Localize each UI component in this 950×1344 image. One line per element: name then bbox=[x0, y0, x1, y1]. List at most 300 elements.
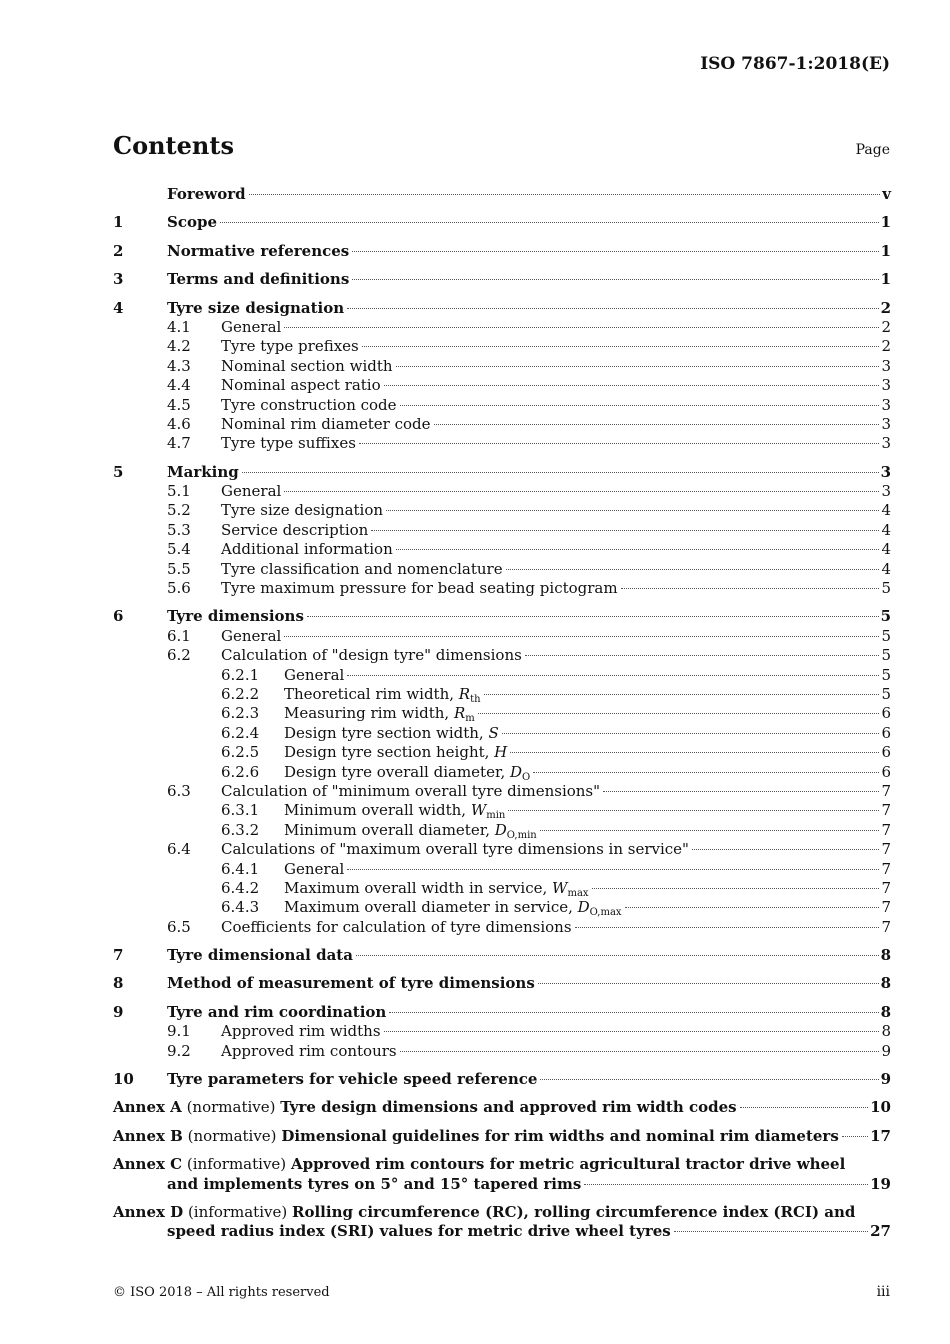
toc-entry-page: 6 bbox=[881, 762, 891, 781]
toc-entry-page: 5 bbox=[881, 646, 891, 665]
dot-leader bbox=[533, 772, 879, 773]
toc-entry-page: 6 bbox=[881, 743, 891, 762]
toc-entry-title-text: Service description bbox=[221, 520, 369, 539]
toc-entry-title bbox=[284, 666, 344, 685]
toc-entry[interactable] bbox=[113, 666, 891, 685]
dot-leader bbox=[356, 955, 879, 956]
toc-entry[interactable] bbox=[113, 801, 891, 820]
toc-entry-symbol: W bbox=[552, 878, 568, 897]
toc-entry[interactable] bbox=[113, 396, 891, 415]
toc-entry-title bbox=[284, 801, 505, 820]
toc-entry-title-text: Calculations of "maximum overall tyre dimensions in service" bbox=[221, 840, 689, 859]
toc-entry[interactable] bbox=[113, 357, 891, 376]
toc-entry-title-text: Marking bbox=[167, 462, 239, 481]
toc-entry-title bbox=[221, 560, 503, 579]
toc-entry[interactable] bbox=[113, 946, 891, 965]
dot-leader bbox=[242, 472, 879, 473]
toc-entry[interactable] bbox=[113, 521, 891, 540]
toc-entry-title bbox=[284, 860, 344, 879]
toc-entry-page: 7 bbox=[881, 801, 891, 820]
toc-entry[interactable] bbox=[113, 270, 891, 289]
toc-entry[interactable] bbox=[113, 879, 891, 898]
toc-entry-page: 3 bbox=[881, 376, 891, 395]
toc-entry-page: 9 bbox=[881, 1041, 891, 1060]
toc-entry-title-text: Tyre classification and nomenclature bbox=[221, 559, 503, 578]
toc-entry-number: 8 bbox=[113, 974, 124, 993]
toc-entry-title-text: Maximum overall width in service, bbox=[284, 878, 553, 897]
toc-entry-title bbox=[221, 396, 397, 415]
toc-entry-title-text: Additional information bbox=[221, 540, 393, 559]
toc-entry-title bbox=[221, 627, 281, 646]
toc-entry-number: 6.3 bbox=[167, 781, 191, 800]
toc-entry[interactable] bbox=[113, 501, 891, 520]
toc-entry[interactable] bbox=[113, 1003, 891, 1022]
toc-entry-title-text: Tyre and rim coordination bbox=[167, 1002, 387, 1021]
dot-leader bbox=[484, 694, 880, 695]
toc-entry[interactable] bbox=[113, 560, 891, 579]
toc-entry-number: 2 bbox=[113, 241, 124, 260]
toc-entry-page: 4 bbox=[881, 501, 891, 520]
toc-annex-entry[interactable] bbox=[113, 1155, 891, 1194]
annex-title: Dimensional guidelines for rim widths and nominal rim diameters bbox=[281, 1126, 839, 1145]
toc-entry-number: 6.4 bbox=[167, 840, 191, 859]
toc-entry-number: 5.1 bbox=[167, 482, 191, 501]
toc-entry[interactable] bbox=[113, 1042, 891, 1061]
toc-entry-number: 6.1 bbox=[167, 626, 191, 645]
toc-entry-page: 9 bbox=[880, 1070, 891, 1089]
dot-leader bbox=[584, 1184, 868, 1185]
toc-entry-number: 6.2.1 bbox=[221, 665, 260, 684]
toc-entry-title bbox=[284, 685, 481, 704]
toc-entry-title bbox=[284, 704, 475, 723]
toc-entry-title-text: Approved rim contours bbox=[221, 1041, 397, 1060]
toc-entry-symbol: D bbox=[577, 898, 590, 917]
table-of-contents bbox=[113, 185, 891, 1242]
toc-entry[interactable] bbox=[113, 213, 891, 232]
annex-title: Approved rim contours for metric agricultural tractor drive wheel bbox=[290, 1155, 846, 1174]
dot-leader bbox=[384, 385, 880, 386]
toc-entry-page: 7 bbox=[881, 820, 891, 839]
toc-entry-number: 4.6 bbox=[167, 414, 191, 433]
dot-leader bbox=[347, 675, 879, 676]
toc-entry-title-text: Tyre parameters for vehicle speed reference bbox=[167, 1070, 538, 1089]
toc-entry[interactable] bbox=[113, 763, 891, 782]
toc-entry[interactable] bbox=[113, 434, 891, 453]
toc-entry-symbol-subscript: m bbox=[465, 713, 475, 725]
dot-leader bbox=[525, 655, 880, 656]
toc-entry-title bbox=[167, 185, 246, 204]
toc-entry-title bbox=[167, 1003, 386, 1022]
toc-entry[interactable] bbox=[113, 860, 891, 879]
toc-entry-number: 6.2.6 bbox=[221, 762, 260, 781]
toc-entry-title-text: Normative references bbox=[167, 241, 350, 260]
toc-entry[interactable] bbox=[113, 1022, 891, 1041]
toc-entry-number: 6.2.4 bbox=[221, 723, 260, 742]
toc-entry-number: 1 bbox=[113, 213, 124, 232]
annex-type: (informative) bbox=[187, 1202, 288, 1221]
toc-entry-symbol: S bbox=[488, 723, 499, 742]
toc-entry-page: 3 bbox=[880, 462, 891, 481]
toc-entry-title bbox=[221, 482, 281, 501]
toc-entry-title-text: Nominal aspect ratio bbox=[221, 376, 381, 395]
dot-leader bbox=[592, 888, 880, 889]
toc-entry-symbol: D bbox=[494, 820, 507, 839]
toc-entry-number: 5.4 bbox=[167, 540, 191, 559]
toc-entry-symbol: R bbox=[458, 684, 471, 703]
toc-entry-number: 6.3.1 bbox=[221, 801, 260, 820]
dot-leader bbox=[621, 588, 880, 589]
dot-leader bbox=[506, 569, 880, 570]
toc-entry-title bbox=[284, 724, 499, 743]
toc-entry-title-text: Tyre size designation bbox=[221, 501, 384, 520]
toc-entry-page: 5 bbox=[881, 626, 891, 645]
toc-entry-title bbox=[167, 946, 353, 965]
toc-entry-page: 2 bbox=[880, 298, 891, 317]
toc-entry-title-text: General bbox=[221, 317, 282, 336]
toc-entry-title bbox=[167, 463, 239, 482]
dot-leader bbox=[396, 549, 880, 550]
dot-leader bbox=[389, 1012, 878, 1013]
dot-leader bbox=[603, 791, 879, 792]
dot-leader bbox=[347, 869, 879, 870]
toc-entry-page: 7 bbox=[881, 781, 891, 800]
dot-leader bbox=[510, 752, 879, 753]
toc-entry-number: 5.2 bbox=[167, 501, 191, 520]
toc-entry-number: 5 bbox=[113, 462, 124, 481]
toc-entry-title-text: Tyre dimensional data bbox=[167, 946, 353, 965]
toc-entry-number: 6.5 bbox=[167, 917, 191, 936]
annex-title: Tyre design dimensions and approved rim width codes bbox=[280, 1098, 737, 1117]
annex-type: (normative) bbox=[186, 1098, 276, 1117]
toc-entry-page: 7 bbox=[881, 840, 891, 859]
toc-entry-title bbox=[284, 821, 537, 840]
toc-entry-number: 6.2 bbox=[167, 646, 191, 665]
toc-entry-title-text: Approved rim widths bbox=[221, 1022, 381, 1041]
toc-entry-symbol: D bbox=[510, 762, 523, 781]
toc-entry-title-text: Foreword bbox=[167, 185, 246, 203]
dot-leader bbox=[478, 713, 880, 714]
toc-entry-number: 6.2.5 bbox=[221, 743, 260, 762]
annex-page: 17 bbox=[870, 1126, 891, 1145]
toc-entry-page: v bbox=[882, 185, 891, 203]
toc-entry-number: 6.3.2 bbox=[221, 820, 260, 839]
toc-entry-number: 9.2 bbox=[167, 1041, 191, 1060]
toc-entry-number: 4.5 bbox=[167, 395, 191, 414]
toc-entry-title bbox=[284, 743, 507, 762]
toc-entry-title bbox=[221, 782, 600, 801]
toc-entry-number: 9.1 bbox=[167, 1022, 191, 1041]
toc-entry-number: 4.7 bbox=[167, 434, 191, 453]
toc-entry[interactable] bbox=[113, 1070, 891, 1089]
toc-entry-page: 5 bbox=[881, 579, 891, 598]
annex-type: (informative) bbox=[186, 1155, 287, 1174]
annex-line bbox=[113, 1127, 891, 1146]
toc-entry-title-text: Theoretical rim width, bbox=[284, 684, 459, 703]
toc-entry-title-text: Tyre construction code bbox=[221, 395, 397, 414]
dot-leader bbox=[220, 222, 879, 223]
toc-entry[interactable] bbox=[113, 704, 891, 723]
dot-leader bbox=[508, 810, 879, 811]
toc-entry[interactable] bbox=[113, 782, 891, 801]
toc-entry[interactable] bbox=[113, 540, 891, 559]
toc-entry-number: 4.2 bbox=[167, 337, 191, 356]
toc-entry-title bbox=[221, 501, 383, 520]
toc-entry-title bbox=[167, 974, 535, 993]
toc-entry-title bbox=[284, 763, 530, 782]
toc-entry[interactable] bbox=[113, 724, 891, 743]
toc-entry-title bbox=[221, 1022, 381, 1041]
toc-entry-title bbox=[221, 579, 618, 598]
toc-entry-title-text: Scope bbox=[167, 213, 218, 232]
toc-entry-title-text: Coefficients for calculation of tyre dimensions bbox=[221, 917, 572, 936]
toc-entry[interactable] bbox=[113, 579, 891, 598]
toc-entry-title bbox=[221, 357, 393, 376]
toc-entry-title-text: Method of measurement of tyre dimensions bbox=[167, 974, 535, 993]
toc-entry-title bbox=[221, 337, 359, 356]
dot-leader bbox=[400, 1051, 880, 1052]
toc-entry[interactable] bbox=[113, 482, 891, 501]
toc-entry-page: 3 bbox=[881, 414, 891, 433]
toc-entry-symbol-subscript: min bbox=[486, 810, 506, 822]
annex-label: Annex A bbox=[113, 1098, 182, 1117]
toc-entry-title bbox=[284, 879, 589, 898]
annex-title: speed radius index (SRI) values for metric drive wheel tyres bbox=[167, 1222, 671, 1241]
toc-entry-number: 6.2.3 bbox=[221, 704, 260, 723]
dot-leader bbox=[359, 443, 880, 444]
toc-entry-number: 6 bbox=[113, 607, 124, 626]
toc-entry-title bbox=[221, 646, 522, 665]
toc-entry-title-text: Design tyre overall diameter, bbox=[284, 762, 511, 781]
toc-entry-number: 5.3 bbox=[167, 520, 191, 539]
annex-line bbox=[113, 1203, 891, 1222]
toc-entry[interactable] bbox=[113, 607, 891, 626]
toc-entry-title bbox=[221, 434, 356, 453]
dot-leader bbox=[249, 194, 881, 195]
dot-leader bbox=[575, 927, 880, 928]
toc-entry-number: 5.5 bbox=[167, 559, 191, 578]
footer-copyright: © ISO 2018 – All rights reserved bbox=[113, 1285, 330, 1300]
toc-entry-title bbox=[221, 918, 572, 937]
toc-entry[interactable] bbox=[113, 685, 891, 704]
dot-leader bbox=[362, 346, 880, 347]
toc-entry-page: 3 bbox=[881, 356, 891, 375]
toc-entry-page: 7 bbox=[881, 898, 891, 917]
toc-entry-title bbox=[221, 318, 281, 337]
dot-leader bbox=[284, 327, 879, 328]
toc-annex-entry[interactable] bbox=[113, 1127, 891, 1146]
footer-page-number: iii bbox=[876, 1284, 890, 1300]
toc-entry-title-text: Minimum overall diameter, bbox=[284, 820, 495, 839]
toc-entry-title-text: Tyre type prefixes bbox=[221, 337, 359, 356]
toc-entry-title-text: Tyre maximum pressure for bead seating pictogram bbox=[221, 579, 618, 598]
toc-entry-number: 3 bbox=[113, 270, 124, 289]
toc-entry-title bbox=[284, 898, 622, 917]
toc-entry[interactable] bbox=[113, 463, 891, 482]
toc-entry-title bbox=[221, 376, 381, 395]
dot-leader bbox=[347, 308, 878, 309]
toc-entry-title bbox=[167, 242, 349, 261]
toc-entry-title bbox=[221, 540, 393, 559]
toc-entry-number: 9 bbox=[113, 1002, 124, 1021]
dot-leader bbox=[842, 1136, 868, 1137]
toc-entry-page: 7 bbox=[881, 859, 891, 878]
toc-entry-title bbox=[167, 1070, 537, 1089]
dot-leader bbox=[396, 366, 880, 367]
toc-entry[interactable] bbox=[113, 376, 891, 395]
toc-entry-page: 6 bbox=[881, 723, 891, 742]
toc-entry[interactable] bbox=[113, 974, 891, 993]
toc-entry[interactable] bbox=[113, 918, 891, 937]
toc-entry-title-text: Maximum overall diameter in service, bbox=[284, 898, 578, 917]
toc-entry-title-text: Calculation of "minimum overall tyre dimensions" bbox=[221, 781, 601, 800]
toc-entry-symbol-subscript: O,max bbox=[589, 907, 622, 919]
annex-line bbox=[167, 1175, 891, 1194]
toc-entry-page: 5 bbox=[881, 684, 891, 703]
annex-page: 27 bbox=[870, 1222, 891, 1241]
toc-entry-symbol: H bbox=[494, 743, 508, 762]
document-id: ISO 7867-1:2018(E) bbox=[700, 54, 890, 74]
toc-entry-title-text: Tyre type suffixes bbox=[221, 434, 356, 453]
toc-entry-symbol-subscript: O bbox=[522, 771, 531, 783]
toc-entry-title bbox=[167, 299, 344, 318]
annex-title: and implements tyres on 5° and 15° tapered rims bbox=[167, 1174, 582, 1193]
annex-line bbox=[167, 1222, 891, 1241]
dot-leader bbox=[692, 849, 879, 850]
toc-entry[interactable] bbox=[113, 646, 891, 665]
annex-line bbox=[113, 1155, 891, 1174]
toc-entry-page: 8 bbox=[880, 946, 891, 965]
toc-entry-title bbox=[221, 840, 689, 859]
annex-page: 19 bbox=[870, 1174, 891, 1193]
dot-leader bbox=[540, 1079, 878, 1080]
dot-leader bbox=[384, 1031, 880, 1032]
toc-entry-title bbox=[167, 270, 349, 289]
toc-entry[interactable] bbox=[113, 821, 891, 840]
toc-entry-number: 4.3 bbox=[167, 356, 191, 375]
toc-entry-number: 6.4.1 bbox=[221, 859, 260, 878]
toc-entry-page: 4 bbox=[881, 540, 891, 559]
toc-entry-title-text: Measuring rim width, bbox=[284, 704, 454, 723]
dot-leader bbox=[386, 510, 879, 511]
dot-leader bbox=[540, 830, 880, 831]
toc-entry-page: 7 bbox=[881, 917, 891, 936]
dot-leader bbox=[352, 279, 878, 280]
toc-entry[interactable] bbox=[113, 318, 891, 337]
toc-entry-number: 10 bbox=[113, 1070, 134, 1089]
toc-entry-title-text: Terms and definitions bbox=[167, 270, 350, 289]
toc-entry-page: 8 bbox=[880, 1002, 891, 1021]
dot-leader bbox=[307, 616, 879, 617]
toc-entry[interactable] bbox=[113, 299, 891, 318]
toc-entry-title-text: Minimum overall width, bbox=[284, 801, 471, 820]
toc-entry-page: 2 bbox=[881, 337, 891, 356]
dot-leader bbox=[538, 983, 879, 984]
toc-entry-page: 5 bbox=[881, 665, 891, 684]
toc-entry-page: 1 bbox=[880, 213, 891, 232]
toc-entry[interactable] bbox=[113, 627, 891, 646]
annex-type: (normative) bbox=[187, 1126, 277, 1145]
toc-entry-title-text: Nominal rim diameter code bbox=[221, 414, 431, 433]
toc-entry-symbol-subscript: O,min bbox=[506, 829, 537, 841]
annex-label: Annex D bbox=[113, 1202, 184, 1221]
toc-annex-entry[interactable] bbox=[113, 1203, 891, 1242]
toc-entry-page: 3 bbox=[881, 395, 891, 414]
toc-entry-title-text: Nominal section width bbox=[221, 356, 393, 375]
toc-entry[interactable] bbox=[113, 185, 891, 204]
toc-entry-page: 1 bbox=[880, 241, 891, 260]
dot-leader bbox=[284, 636, 879, 637]
toc-entry[interactable] bbox=[113, 337, 891, 356]
toc-entry-page: 8 bbox=[881, 1022, 891, 1041]
toc-entry-number: 7 bbox=[113, 946, 124, 965]
dot-leader bbox=[502, 733, 880, 734]
toc-entry-page: 5 bbox=[880, 607, 891, 626]
dot-leader bbox=[352, 251, 878, 252]
annex-label: Annex B bbox=[113, 1126, 183, 1145]
page-title: Contents bbox=[113, 131, 234, 160]
toc-entry-page: 4 bbox=[881, 559, 891, 578]
toc-entry-number: 5.6 bbox=[167, 579, 191, 598]
toc-entry-symbol: R bbox=[453, 704, 466, 723]
toc-entry[interactable] bbox=[113, 415, 891, 434]
dot-leader bbox=[400, 405, 880, 406]
dot-leader bbox=[371, 530, 879, 531]
toc-entry-title-text: Tyre size designation bbox=[167, 298, 345, 317]
toc-entry-number: 4.1 bbox=[167, 317, 191, 336]
toc-entry-page: 4 bbox=[881, 520, 891, 539]
toc-entry-symbol: W bbox=[470, 801, 487, 820]
toc-entry-number: 4 bbox=[113, 298, 124, 317]
toc-entry-title-text: Tyre dimensions bbox=[167, 607, 304, 626]
toc-entry-page: 6 bbox=[881, 704, 891, 723]
toc-annex-entry[interactable] bbox=[113, 1098, 891, 1117]
dot-leader bbox=[284, 491, 879, 492]
toc-entry-title-text: General bbox=[284, 665, 345, 684]
toc-entry[interactable] bbox=[113, 840, 891, 859]
toc-entry-page: 1 bbox=[880, 270, 891, 289]
toc-entry-symbol-subscript: max bbox=[567, 887, 589, 899]
toc-entry-number: 6.4.2 bbox=[221, 878, 260, 897]
toc-entry[interactable] bbox=[113, 743, 891, 762]
toc-entry-symbol-subscript: th bbox=[470, 693, 481, 705]
dot-leader bbox=[434, 424, 880, 425]
toc-entry-page: 3 bbox=[881, 434, 891, 453]
annex-label: Annex C bbox=[113, 1155, 183, 1174]
toc-entry-number: 6.2.2 bbox=[221, 684, 260, 703]
toc-entry-title bbox=[167, 607, 304, 626]
toc-entry-title-text: General bbox=[221, 482, 282, 501]
annex-page: 10 bbox=[870, 1098, 891, 1117]
toc-entry-title-text: General bbox=[284, 859, 345, 878]
toc-entry-title bbox=[221, 521, 368, 540]
toc-entry-page: 8 bbox=[880, 974, 891, 993]
toc-entry-page: 2 bbox=[881, 317, 891, 336]
toc-entry-page: 7 bbox=[881, 878, 891, 897]
toc-entry[interactable] bbox=[113, 242, 891, 261]
dot-leader bbox=[674, 1231, 868, 1232]
toc-entry-title-text: General bbox=[221, 626, 282, 645]
page-column-label: Page bbox=[855, 142, 890, 158]
annex-line bbox=[113, 1098, 891, 1117]
toc-entry-title bbox=[221, 1042, 397, 1061]
toc-entry-title-text: Design tyre section width, bbox=[284, 723, 489, 742]
toc-entry-number: 6.4.3 bbox=[221, 898, 260, 917]
dot-leader bbox=[740, 1107, 869, 1108]
toc-entry-page: 3 bbox=[881, 482, 891, 501]
toc-entry-title-text: Calculation of "design tyre" dimensions bbox=[221, 646, 522, 665]
toc-entry[interactable] bbox=[113, 898, 891, 917]
dot-leader bbox=[625, 907, 880, 908]
